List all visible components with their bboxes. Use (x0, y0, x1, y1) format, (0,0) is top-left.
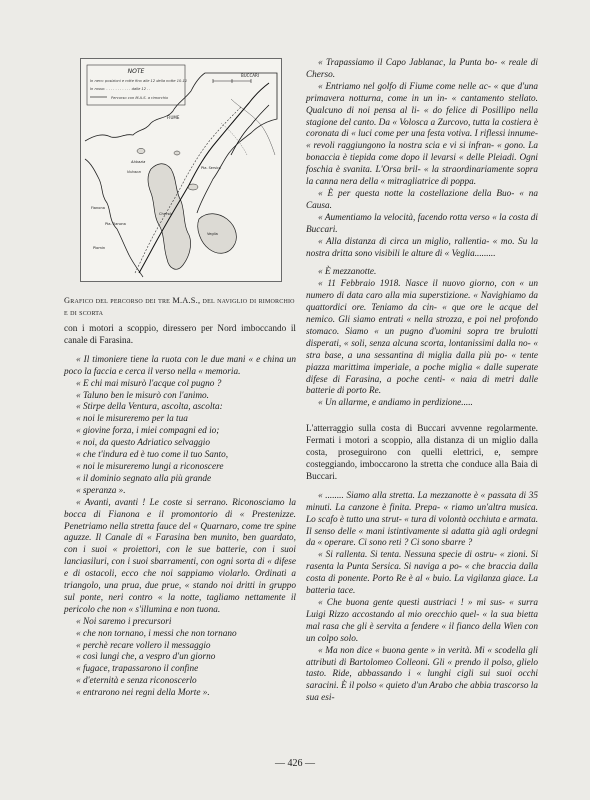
paragraph: « 11 Febbraio 1918. Nasce il nuovo giorno, con « un numero di data caro alla mia superstizione. « Navighiamo da quattordici ore. Teniamo da cin- « que ore le acque del nemico. Gli siamo entrati « nella strozza, e poi nel profondo stomaco. Siamo « un pugno d'uomini sopra tre brulotti disperati, « soli, senza alcuna scorta, lontanissimi dalla no- « stra base, a una sessantina di miglia dalla più po- « tente piazza marittima imperiale, a poche miglia « dalle superate difese di Farasina, a poche centi- « naia di metri dalle batterie di porto Re. (306, 279, 538, 397)
left-column (64, 58, 296, 700)
paragraph: « Entriamo nel golfo di Fiume come nelle ac- « que d'una primavera notturna, come in un in- « cantamento stellato. Qualcuno di noi pensa al li- « do felice di Posillipo nella stagione del canto. Da « Volosca a Zurcovo, tutta la costiera è coronata di « luci come per una festa votiva. I riflessi innume- « revoli raggiungono la nostra scia e vi si infran- « gono. La bonaccia è tiepida come dopo il levarsi « delle Pleiadi. Ogni foschia è svanita. L'Orsa bril- « la straordinariamente sopra la canna nera della « mitragliatrice di poppa. (306, 81, 538, 188)
paragraph-gap (306, 417, 538, 424)
legend-title: NOTE (127, 68, 145, 75)
map-label: Plomin (93, 246, 106, 250)
figure-caption: Grafico del percorso dei tre M.A.S., del naviglio di rimorchio e di scorta (64, 296, 295, 317)
legend-line: In rosso: . . . . . . . . . . . dalle 12 . . (90, 87, 151, 91)
map-label: Chersò (159, 212, 172, 216)
paragraph: « Aumentiamo la velocità, facendo rotta verso « la costa di Buccari. (306, 212, 538, 235)
paragraph: « Ma non dice « buona gente » in verità. Mi « scodella gli attributi di Bartolomeo Colleoni. Gli « prendo il polso, glielo tasto. Ride, abbassando i « lunghi cigli sui suoi occhi saracini. È il polso « quieto d'un Arabo che abbia trascorso la sua esi- (306, 645, 538, 704)
paragraph: L'atterraggio sulla costa di Buccari avvenne regolarmente. Fermati i motori a scoppio, alla distanza di un miglio dalla costa, proseguirono con quelli elettrici, e, sempre costeggiando, imboccarono la stretta che conduce alla Baia di Buccari. (306, 424, 538, 482)
right-column (306, 58, 538, 705)
verse-line: « d'eternità e senza riconoscerlo (76, 676, 197, 687)
verse-line: « noi, da questo Adriatico selvaggio (76, 438, 210, 449)
verse-line: « Taluno ben le misurò con l'animo. (76, 390, 209, 401)
verse-line: « entrarono nei regni della Morte ». (76, 688, 210, 699)
verse-line: « giovine forza, i miei compagni ed io; (76, 426, 220, 437)
verse-line: « Stirpe della Ventura, ascolta, ascolta: (76, 402, 223, 413)
paragraph: « Avanti, avanti ! Le coste si serrano. Riconosciamo la bocca di Fianona e il promontorio di « Prestenizze. Penetriamo nella stretta fauce del « Quarnaro, come tre spine aguzze. Il Canale di « Farasina ben munito, ben guardato, con i suoi « proiettori, con le sue batterie, con i suoi lanciasiluri, con i suoi sbarramenti, con ogni sorta di « difese e di ostacoli, ecco che noi sappiamo violarlo. Ordinati a triangolo, una prua, due prue, « stando noi dritti in gruppo sul ponte, neri contro « la notte, tagliamo nettamente il pericolo che non « s'illumina e non tuona. (64, 497, 296, 615)
verse-line: « Noi saremo i precursori (76, 616, 172, 627)
paragraph: « Si rallenta. Si tenta. Nessuna specie di ostru- « zioni. Si rasenta la Punta Sersica. Si naviga a po- « che braccia dalla costa di ponente. Porto Re è al « buio. La vigilanza giace. La batteria tace. (306, 550, 538, 597)
verse-line: « noi le misureremo per la tua (76, 414, 188, 425)
route-map-drawing (81, 59, 281, 281)
map-label: FIUME (167, 115, 180, 120)
legend-line: Percorso con M.A.S. a rimorchio (111, 96, 169, 100)
map-label: Veglia (207, 232, 218, 236)
verse-line: « il dominio segnato alla più grande (76, 473, 212, 484)
map-label: Volosca (127, 170, 141, 174)
legend-line: In nero: posizioni e rotte fino alle 12 della notte 10-11 (90, 79, 188, 83)
paragraph: « È per questa notte la costellazione della Buo- « na Causa. (306, 188, 538, 211)
verse-line: « perchè recare vollero il messaggio (76, 640, 211, 651)
verse-line: « noi le misureremo lungi a riconoscere (76, 461, 224, 472)
paragraph: « Che buona gente questi austriaci ! » mi sus- « surra Luigi Rizzo accostando al mio orecchio quel- « la sua bietta mal rasa che gli è servita a fendere « il fianco della Wien con un colpo solo. (306, 597, 538, 644)
map-label: Abbazia (131, 160, 146, 164)
paragraph: « È mezzanotte. (318, 267, 377, 278)
paragraph-gap (306, 410, 538, 417)
verse-line: « fugace, trapassarono il confine (76, 664, 199, 675)
map-label: BUCCARI (241, 73, 259, 78)
verse-line: « speranza ». (76, 485, 126, 496)
paragraph: con i motori a scoppio, diressero per Nord imboccando il canale di Farasina. (64, 324, 296, 346)
route-map-figure (80, 58, 282, 282)
page-number: — 426 — (275, 758, 315, 769)
map-label: Pta. Sersica (201, 166, 221, 170)
right-column-text (306, 58, 538, 705)
paragraph-gap (306, 484, 538, 491)
map-label: Pta. Fianona (105, 222, 126, 226)
paragraph: « Alla distanza di circa un miglio, rallentia- « mo. Su la nostra dritta sono visibili le alture di « Veglia......... (306, 236, 538, 259)
map-label: Fianona (91, 206, 105, 210)
verse-line: « che non tornano, i messi che non tornano (76, 628, 237, 639)
paragraph: « Un allarme, e andiamo in perdizione..... (318, 398, 473, 409)
paragraph: « Trapassiamo il Capo Jablanac, la Punta bo- « reale di Cherso. (306, 58, 538, 80)
verse-line: « che t'indura ed è tuo come il tuo Santo, (76, 450, 229, 461)
verse-line: « così lungi che, a vespro d'un giorno (76, 652, 216, 663)
paragraph: « Il timoniere tiene la ruota con le due mani « e china un poco la faccia e cerca il verso nella « memoria. (64, 354, 296, 377)
left-column-text (64, 324, 296, 700)
verse-line: « E chi mai misurò l'acque col pugno ? (76, 378, 222, 389)
paragraph: « ........ Siamo alla stretta. La mezzanotte è « passata di 35 minuti. La canzone è finita. Prepa- « riamo un'altra musica. Lo scafo è tutto una strut- « tura di volontà occhiuta e armata. Il senso delle « mani istintivamente si adatta già agli ordegni da « operare. Ci sono reti ? Ci sono sbarre ? (306, 490, 539, 549)
paragraph-gap (64, 348, 296, 355)
